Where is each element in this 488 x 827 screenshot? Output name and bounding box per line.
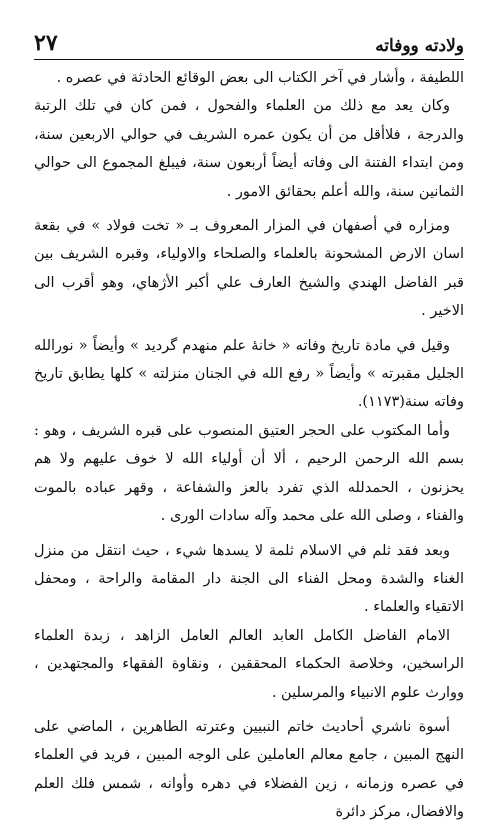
- running-title: ولادته ووفاته: [375, 36, 464, 56]
- paragraph: أسوة ناشري أحاديث خاتم النبيين وعترته الطاهرين ، الماضي على النهج المبين ، جامع معالم العاملين على الوجه المبين ، فريد في العلماء في عصره وزمانه ، زين الفضلاء في دهره وأوانه ، شمس فلك العلم والافضال، مركز دائرة: [34, 718, 464, 821]
- paragraph: ومزاره في أصفهان في المزار المعروف بـ « تخت فولاد » في بقعة اسان الارض المشحونة بالعلماء والصلحاء والاولياء، وقبره الشريف بين قبر الفاضل الهندي والشيخ العارف علي أكبر الأژهاي، وهو أقرب الى الاخير .: [34, 218, 464, 320]
- page-number: ٢٧: [34, 30, 58, 56]
- paragraph: وكان يعد مع ذلك من العلماء والفحول ، فمن كان في تلك الرتبة والدرجة ، فلاأقل من أن يكون عمره الشريف في حوالي الاربعين سنة، ومن ابتداء الفتنة الى وفاته أيضاً أربعون سنة، فيبلغ المجموع الى حوالي الثمانين سنة، والله أعلم بحقائق الامور .: [34, 98, 464, 200]
- paragraph: وبعد فقد ثلم في الاسلام ثلمة لا يسدها شيء ، حيث انتقل من منزل الغناء والشدة ومحل الفناء الى الجنة دار المقامة والراحة ، ومحفل الاتقياء والعلماء .: [34, 542, 464, 616]
- page-header: [34, 22, 464, 60]
- paragraph: وأما المكتوب على الحجر العتيق المنصوب على قبره الشريف ، وهو : بسم الله الرحمن الرحيم ، ألا أن أولياء الله لا خوف عليهم ولا هم يحزنون ، الحمدلله الذي تفرد بالعز والشفاعة ، وقهر عباده بالموت والفناء ، وصلى الله على محمد وآله سادات الورى .: [34, 422, 464, 525]
- body-text: [34, 64, 464, 821]
- paragraph: اللطيفة ، وأشار في آخر الكتاب الى بعض الوقائع الحادثة في عصره .: [56, 70, 464, 86]
- paragraph: الامام الفاضل الكامل العابد العالم العامل الزاهد ، زبدة العلماء الراسخين، وخلاصة الحكماء المحققين ، ونقاوة الفقهاء والمجتهدين ، ووارث علوم الانبياء والمرسلين .: [34, 627, 464, 701]
- paragraph: وقيل في مادة تاريخ وفاته « خانهٔ علم منهدم گرديد » وأيضاً « نورالله الجليل مقبرته » وأيضاً « رفع الله في الجنان منزلته » كلها يطابق تاريخ وفاته سنة(١١٧٣).: [34, 337, 464, 411]
